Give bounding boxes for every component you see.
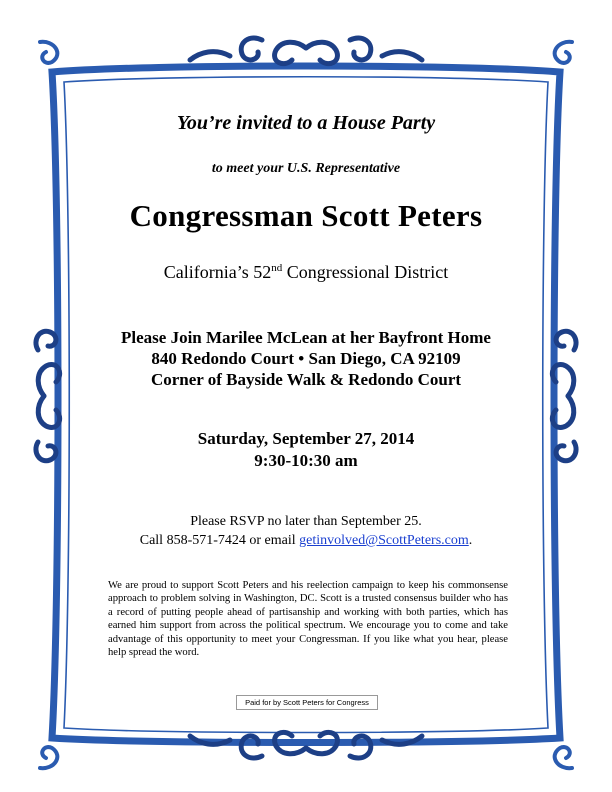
district-suffix: Congressional District (282, 262, 449, 282)
rsvp-call-text: Call 858-571-7424 or email (139, 533, 300, 548)
district-superscript: nd (271, 262, 283, 274)
host-block (0, 327, 612, 390)
rsvp-end: . (468, 533, 473, 548)
invite-heading: You’re invited to a House Party (176, 112, 436, 134)
district-prefix: California’s 52 (163, 262, 272, 282)
rsvp-deadline: Please RSVP no later than September 25. (190, 514, 422, 529)
district-line (0, 262, 612, 283)
email-link[interactable]: getinvolved@ScottPeters.com (299, 533, 469, 548)
body-paragraph: We are proud to support Scott Peters and his reelection campaign to keep his commonsense approach to problem solving in Washington, DC. Scott is a trusted consensus builder who has a record of putting people ahead of partisanship and working with both parties, which has earned him support from across the political spectrum. We encourage you to come and take advantage of this opportunity to meet your Congressman. If you like what you hear, please help spread the word. (108, 580, 508, 659)
host-line: Please Join Marilee McLean at her Bayfront Home (121, 328, 491, 347)
event-block (0, 428, 612, 472)
event-time: 9:30-10:30 am (254, 451, 358, 470)
rsvp-block (0, 512, 612, 550)
address-line: 840 Redondo Court • San Diego, CA 92109 (151, 349, 461, 368)
paid-for-disclaimer: Paid for by Scott Peters for Congress (236, 695, 378, 710)
cross-street-line: Corner of Bayside Walk & Redondo Court (150, 370, 462, 389)
top-ornament (190, 38, 422, 64)
event-date: Saturday, September 27, 2014 (197, 429, 415, 448)
candidate-name: Congressman Scott Peters (129, 198, 483, 233)
meet-line: to meet your U.S. Representative (211, 161, 401, 176)
rsvp-contact (0, 531, 612, 550)
